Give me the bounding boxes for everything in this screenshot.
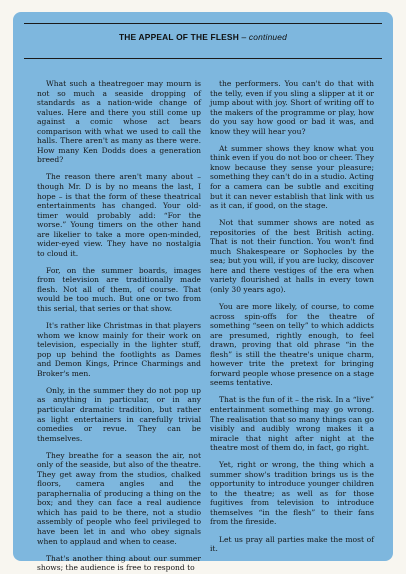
left-column	[37, 79, 201, 573]
paragraph: It's rather like Christmas in that players whom we know mainly for their work on television, especially in the lighter stuff, pop up behind the footlights as Dames and Demon Kings, Prince Charmings and Broker's men.	[37, 321, 201, 378]
paragraph: You are more likely, of course, to come across spin-offs for the theatre of something “seen on telly” to which addicts are presumed, rightly enough, to feel drawn, proving that old phrase “in the flesh” is still the theatre's unique charm, however trite the pretext for bringing forward people whose presence on a stage seems tentative.	[210, 301, 374, 388]
paragraph: the performers. You can't do that with the telly, even if you sling a slipper at it or jump about with joy. Short of writing off to the makers of the programme or play, how do you say how good or bad it was, and know they will hear you?	[210, 79, 374, 136]
paragraph: That's another thing about our summer shows; the audience is free to respond to	[37, 553, 201, 573]
paragraph: They breathe for a season the air, not only of the seaside, but also of the theatre. They get away from the studios, chalked floors, camera angles and the paraphernalia of producing a thing on the box; and they can face a real audience which has paid to be there, not a studio assembly of people who feel privileged to have been let in and who obey signals when to applaud and when to cease.	[37, 450, 201, 546]
paragraph: That is the fun of it – the risk. In a “live” entertainment something may go wrong. The realisation that so many things can go visibly and audibly wrong makes it a miracle that night after night at the theatre most of them do, in fact, go right.	[210, 395, 374, 453]
paragraph: At summer shows they know what you think even if you do not boo or cheer. They know because they sense your pleasure; something they can't do in a studio. Acting for a camera can be subtle and exciting but it can never establish that link with us as it can, if good, on the stage.	[210, 143, 374, 211]
article-title: THE APPEAL OF THE FLESH	[118, 32, 239, 42]
paragraph: What such a theatregoer may mourn is not so much a seaside dropping of standards as a nation-wide change of values. Here and there you still come up against a comic whose act bears comparison with what we used to call the halls. There aren't as many as there were. How many Ken Dodds does a generation breed?	[37, 79, 201, 165]
header-bottom-rule	[24, 58, 382, 59]
running-title	[24, 32, 382, 42]
paragraph: Not that summer shows are noted as repositories of the best British acting. That is not their function. You won't find much Shakespeare or Sophocles by the sea; but you will, if you are lucky, discover here and there vestiges of the era when variety flourished at halls in every town (only 30 years ago).	[210, 218, 374, 294]
paragraph: Yet, right or wrong, the thing which a summer show's tradition brings us is the opportunity to introduce younger children to the theatre; as well as for those fugitives from television to introduce themselves “in the flesh” to their fans from the fireside.	[210, 460, 374, 527]
right-column	[210, 79, 374, 557]
paragraph: For, on the summer boards, images from television are traditionally made flesh. Not all of them, of course. That would be too much. But one or two from this serial, that series or that show.	[37, 265, 201, 314]
paragraph: The reason there aren't many about – though Mr. D is by no means the last, I hope – is that the form of these theatrical entertainments has changed. Your old-timer would probably add: “For the worse.” Young timers on the other hand are likelier to take a more open-minded, wider-eyed view. They have no nostalgia to cloud it.	[37, 172, 201, 258]
continued-label: – continued	[238, 32, 288, 42]
header-top-rule	[24, 23, 382, 24]
paragraph: Let us pray all parties make the most of it.	[210, 534, 374, 554]
paragraph: Only, in the summer they do not pop up as anything in particular, or in any particular dramatic tradition, but rather as light entertainers in carefully trivial comedies or revue. They can be themselves.	[37, 385, 201, 443]
